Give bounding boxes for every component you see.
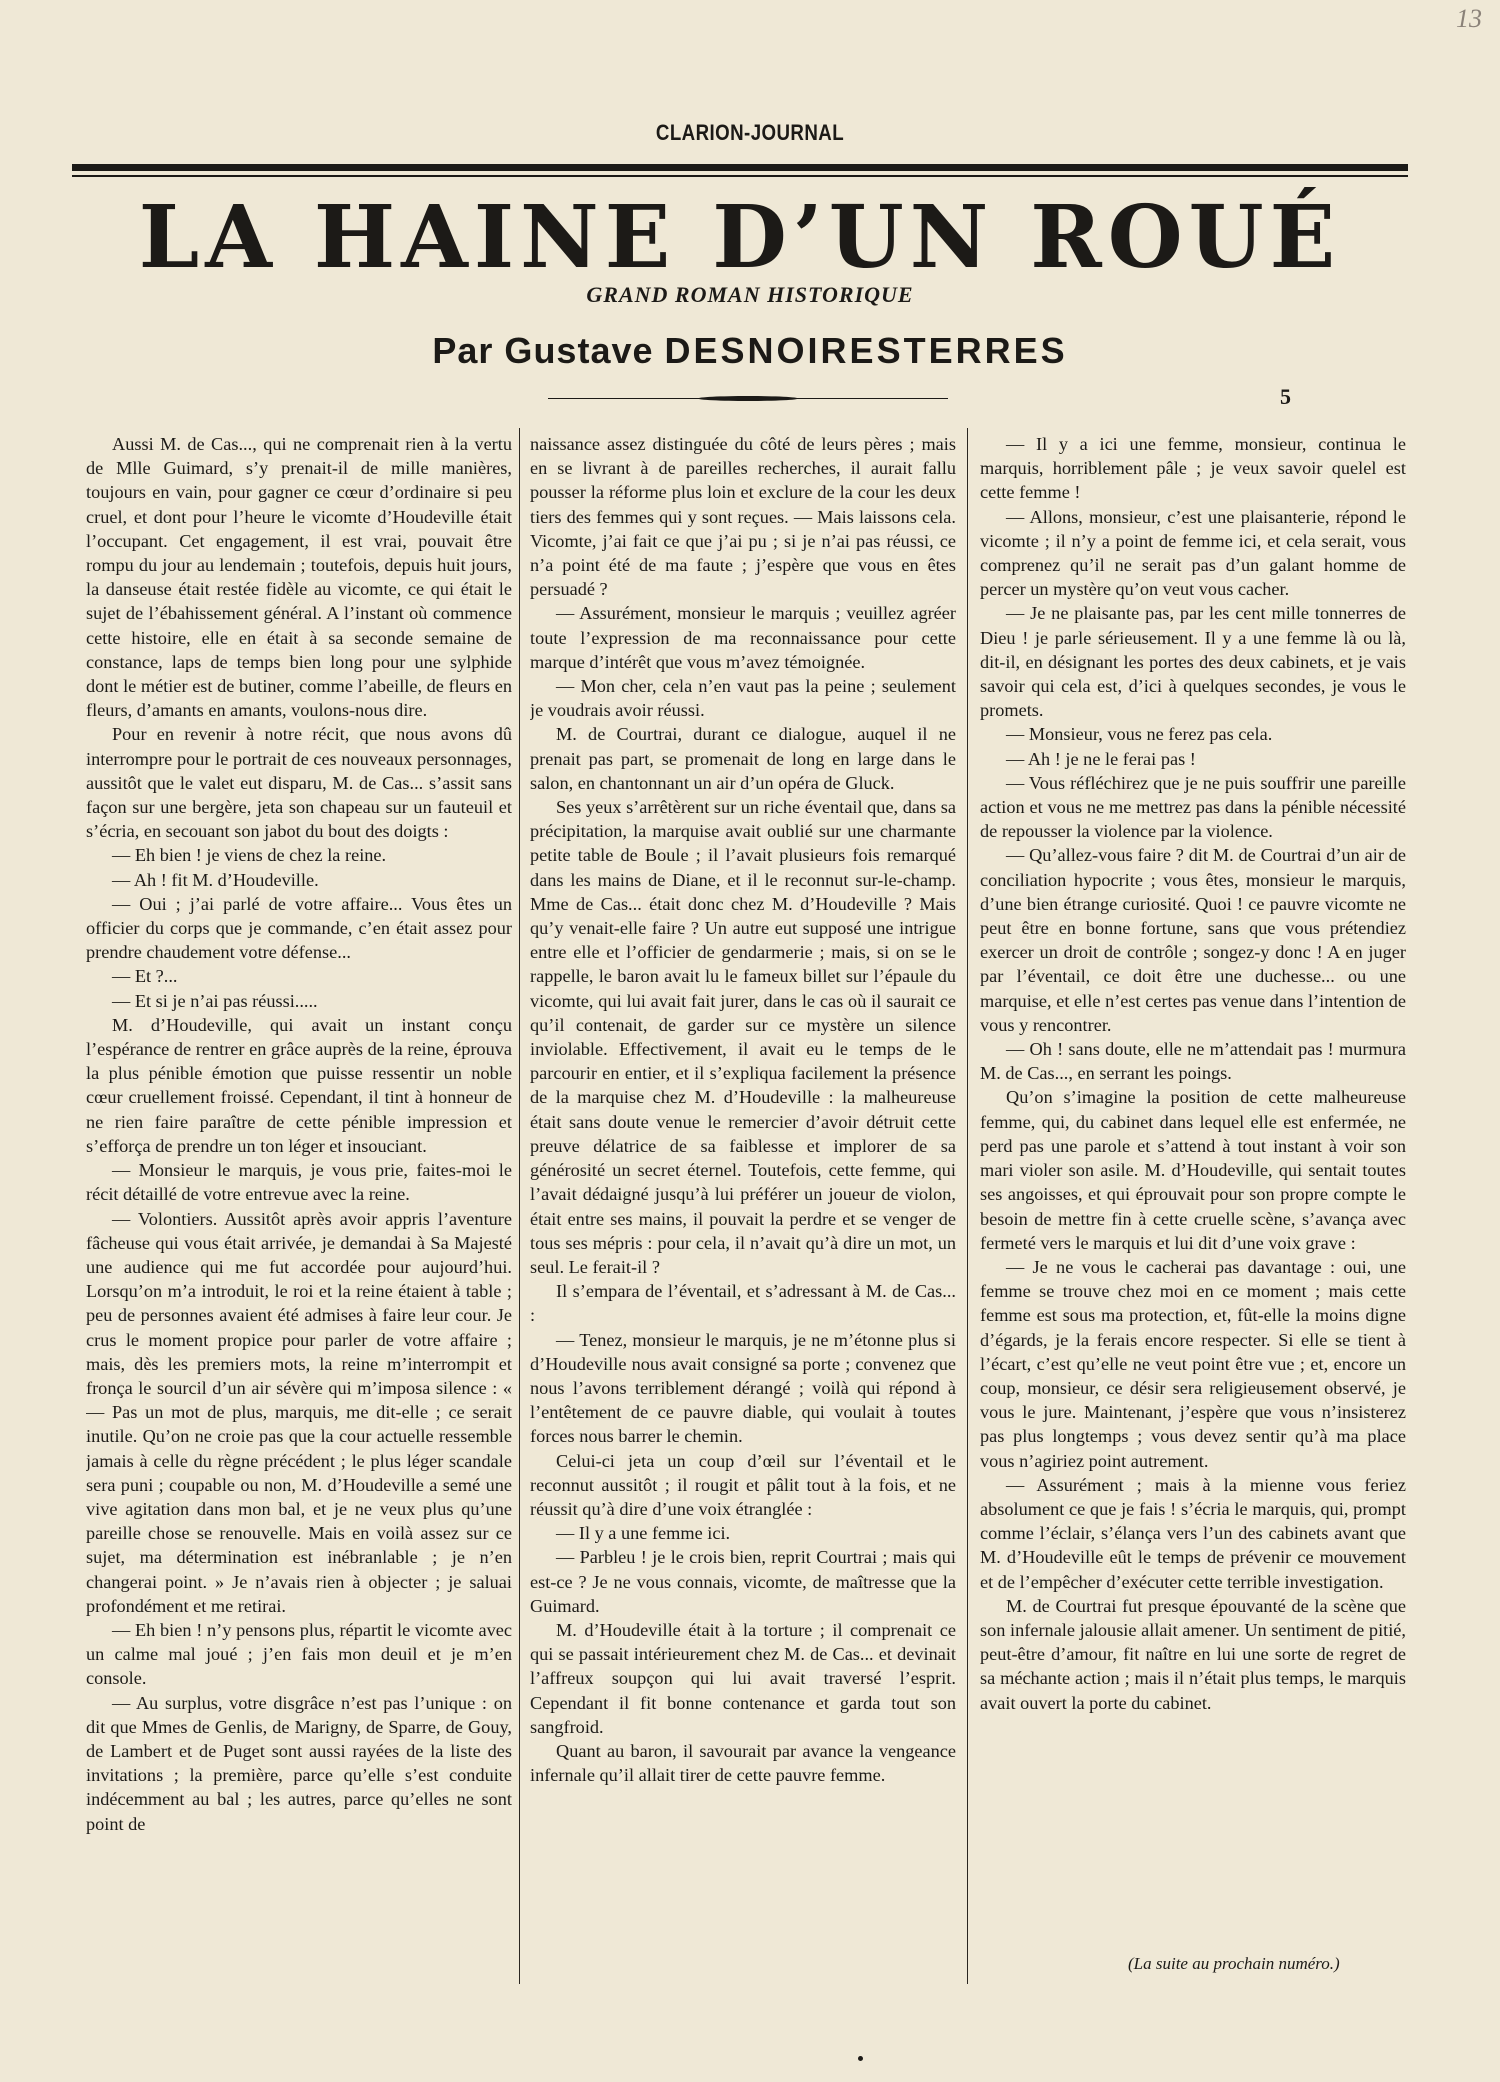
author-line xyxy=(0,330,1500,372)
paragraph: Pour en revenir à notre récit, que nous avons dû interrompre pour le portrait de ces nouveaux personnages, aussitôt que le valet eut disparu, M. de Cas... s’assit sans façon sur une bergère, jeta son chapeau sur un fauteuil et s’écria, en secouant son jabot du bout des doigts : xyxy=(86,724,512,842)
paragraph: — Qu’allez-vous faire ? dit M. de Courtrai d’un air de conciliation hypocrite ; vous êtes, monsieur le marquis, d’une bien étrange curiosité. Quoi ! ce pauvre vicomte ne peut être en bonne fortune, sans que vous prétendiez exercer un droit de contrôle ; songez-y donc ! A en juger par l’éventail, ce doit être une duchesse... ou une marquise, et elle n’est certes pas venue dans l’intention de vous y rencontrer. xyxy=(980,845,1406,1035)
paragraph: Ses yeux s’arrêtèrent sur un riche éventail que, dans sa précipitation, la marquise avait oublié sur une charmante petite table de Boule ; il l’avait plusieurs fois remarqué dans les mains de Diane, et il le reconnut sur-le-champ. Mme de Cas... était donc chez M. d’Houdeville ? Mais qu’y venait-elle faire ? Un autre eut supposé une intrigue entre elle et l’officier de gendarmerie ; mais, si on se le rappelle, le baron avait lu le fameux billet sur l’épaule du vicomte, qui lui avait fait jurer, dans le cas où il saurait ce qu’il contenait, de garder sur ce mystère un silence inviolable. Effectivement, il avait eu le temps de le parcourir en entier, et il s’expliqua facilement la présence de la marquise chez M. d’Houdeville : la malheureuse était sans doute venue le remercier d’avoir détruit cette preuve délatrice de sa faiblesse et implorer de sa générosité un secret éternel. Toutefois, cette femme, qui l’avait dédaigné jusqu’à lui préférer un joueur de violon, était entre ses mains, il pouvait la perdre et se venger de tous ses mépris : pour cela, il n’avait qu’à dire un mot, un seul. Le ferait-il ? xyxy=(530,797,956,1277)
ornament-rule xyxy=(548,396,948,402)
paragraph: Celui-ci jeta un coup d’œil sur l’éventail et le reconnut aussitôt ; il rougit et pâlit tout à la fois, et ne réussit qu’à dire d’une voix étranglée : xyxy=(530,1450,956,1519)
paragraph: — Et ?... xyxy=(112,966,178,987)
paragraph: M. de Courtrai fut presque épouvanté de la scène que son infernale jalousie allait amener. Un sentiment de pitié, peut-être d’amour, fit naître en lui une sorte de regret de sa méchante action ; mais il n’était plus temps, le marquis avait ouvert la porte du cabinet. xyxy=(980,1595,1406,1713)
paragraph: — Je ne plaisante pas, par les cent mille tonnerres de Dieu ! je parle sérieusement. Il y a une femme là ou là, dit-il, en désignant les portes des deux cabinets, et je vais savoir qui cela est, d’ici à quelques secondes, je vous le promets. xyxy=(980,603,1406,721)
paragraph: — Ah ! fit M. d’Houdeville. xyxy=(112,869,319,890)
paragraph: Quant au baron, il savourait par avance la vengeance infernale qu’il allait tirer de cette pauvre femme. xyxy=(530,1740,956,1786)
continuation-note: (La suite au prochain numéro.) xyxy=(1128,1954,1340,1973)
author-name: DESNOIRESTERRES xyxy=(664,330,1068,371)
column-divider xyxy=(967,428,968,1984)
paragraph: — Au surplus, votre disgrâce n’est pas l’unique : on dit que Mmes de Genlis, de Marigny, de Sparre, de Gouy, de Lambert et de Puget sont aussi rayées de la liste des invitations ; la première, parce qu’elle s’est conduite indécemment au bal ; les autres, parce qu’elles ne sont point de xyxy=(86,1692,512,1834)
paragraph: — Volontiers. Aussitôt après avoir appris l’aventure fâcheuse qui vous était arrivée, je demandai à Sa Majesté une audience qui me fut accordée pour aujourd’hui. Lorsqu’on m’a introduit, le roi et la reine étaient à table ; peu de personnes avaient été admises à faire leur cour. Je crus le moment propice pour parler de votre affaire ; mais, dès les premiers mots, la reine m’interrompit et fronça le sourcil d’un air sévère qui m’imposa silence : « — Pas un mot de plus, marquis, me dit-elle ; ce serait inutile. Qu’on ne croie pas que la cour actuelle ressemble jamais à celle du règne précédent ; le plus léger scandale sera puni ; coupable ou non, M. d’Houdeville a semé une vive agitation dans mon bal, et je ne veux plus qu’une pareille chose se renouvelle. Mais en voilà assez sur ce sujet, ma détermination est inébranlable ; je n’en changerai point. » Je n’avais rien à objecter ; je saluai profondément et me retirai. xyxy=(86,1208,512,1616)
paragraph: — Parbleu ! je le crois bien, reprit Courtrai ; mais qui est-ce ? Je ne vous connais, vicomte, de maîtresse que la Guimard. xyxy=(530,1547,956,1616)
paragraph: M. d’Houdeville, qui avait un instant conçu l’espérance de rentrer en grâce auprès de la reine, éprouva la plus pénible émotion que puisse ressentir un noble cœur cruellement froissé. Cependant, il tint à honneur de ne rien faire paraître de cette pénible impression et s’efforça de prendre un ton léger et insouciant. xyxy=(86,1014,512,1156)
masthead: CLARION-JOURNAL xyxy=(655,120,845,145)
paragraph: — Il y a une femme ici. xyxy=(556,1523,731,1544)
page-number-marker: 13 xyxy=(1456,4,1482,33)
text-column-3 xyxy=(980,432,1406,1992)
paragraph: — Il y a ici une femme, monsieur, continua le marquis, horriblement pâle ; je veux savoir quelel est cette femme ! xyxy=(980,434,1406,503)
paragraph: — Assurément ; mais à la mienne vous feriez absolument ce que je fais ! s’écria le marquis, qui, prompt comme l’éclair, s’élança vers l’un des cabinets avant que M. d’Houdeville eût le temps de prévenir ce mouvement et de l’empêcher d’exécuter cette terrible investigation. xyxy=(980,1474,1406,1592)
paragraph: — Monsieur le marquis, je vous prie, faites-moi le récit détaillé de votre entrevue avec la reine. xyxy=(86,1160,512,1205)
paragraph: — Je ne vous le cacherai pas davantage : oui, une femme se trouve chez moi en ce moment ; mais cette femme est sous ma protection, et, fût-elle la moins digne d’égards, je la ferais encore respecter. Si elle se tient à l’écart, c’est qu’elle ne veut point être vue ; et, encore un coup, monsieur, ce désir sera religieusement observé, je vous le jure. Maintenant, j’espère que vous n’insisterez pas plus longtemps ; vous devez sentir qu’à ma place vous n’agiriez point autrement. xyxy=(980,1256,1406,1471)
paragraph: — Allons, monsieur, c’est une plaisanterie, répond le vicomte ; il n’y a point de femme ici, et cela serait, vous comprenez qu’il ne serait pas d’un galant homme de percer un mystère qu’on veut vous cacher. xyxy=(980,506,1406,600)
paragraph: M. de Courtrai, durant ce dialogue, auquel il ne prenait pas part, se promenait de long en large dans le salon, en chantonnant un air d’un opéra de Gluck. xyxy=(530,724,956,793)
paragraph: — Assurément, monsieur le marquis ; veuillez agréer toute l’expression de ma reconnaissance pour cette marque d’intérêt que vous m’avez témoignée. xyxy=(530,603,956,672)
masthead-rule-thick xyxy=(72,164,1408,171)
bottom-dot xyxy=(858,2056,863,2061)
paragraph: Aussi M. de Cas..., qui ne comprenait rien à la vertu de Mlle Guimard, s’y prenait-il de mille manières, toujours en vain, pour gagner ce cœur d’ordinaire si peu cruel, et dont pour l’heure le vicomte d’Houdeville était l’occupant. Cet engagement, il est vrai, pouvait être rompu du jour au lendemain ; toutefois, depuis huit jours, la danseuse était restée fidèle au vicomte, ce qui était le sujet de l’ébahissement général. A l’instant où commence cette histoire, elle en était à sa seconde semaine de constance, laps de temps bien long pour une sylphide dont le métier est de butiner, comme l’abeille, de fleurs en fleurs, d’amants en amants, voulons-nous dire. xyxy=(86,434,512,721)
masthead-rule-thin xyxy=(72,175,1408,177)
paragraph: — Oh ! sans doute, elle ne m’attendait pas ! murmura M. de Cas..., en serrant les poings. xyxy=(980,1039,1406,1084)
column-divider xyxy=(519,428,520,1984)
paragraph: — Oui ; j’ai parlé de votre affaire... Vous êtes un officier du corps que je commande, c’en était assez pour prendre chaudement votre défense... xyxy=(86,893,512,963)
paragraph: naissance assez distinguée du côté de leurs pères ; mais en se livrant à de pareilles recherches, il aurait fallu pousser la réforme plus loin et exclure de la cour les deux tiers des femmes qui y sont reçues. — Mais laissons cela. Vicomte, j’ai fait ce que j’ai pu ; si je n’ai pas réussi, ce n’a point été de ma faute ; j’espère que vous en êtes persuadé ? xyxy=(530,434,956,600)
paragraph: — Tenez, monsieur le marquis, je ne m’étonne plus si d’Houdeville nous avait consigné sa porte ; convenez que nous l’avons terriblement dérangé ; voilà qui répond à l’entêtement de ce pauvre diable, qui voulait à toutes forces nous barrer le chemin. xyxy=(530,1329,956,1447)
paragraph: — Et si je n’ai pas réussi..... xyxy=(112,990,318,1011)
paragraph: — Eh bien ! n’y pensons plus, répartit le vicomte avec un calme mal joué ; j’en fais mon deuil et je m’en console. xyxy=(86,1619,512,1689)
paragraph: — Eh bien ! je viens de chez la reine. xyxy=(112,845,387,866)
paragraph: — Monsieur, vous ne ferez pas cela. xyxy=(1006,724,1273,745)
paragraph: Qu’on s’imagine la position de cette malheureuse femme, qui, du cabinet dans lequel elle est enfermée, ne perd pas une parole et s’attend à tout instant à voir son mari violer son asile. M. d’Houdeville, qui sentait toutes ses angoisses, et qui éprouvait pour son propre compte le besoin de mettre fin à cette cruelle scène, s’avança avec fermeté vers le marquis et lui dit d’une voix grave : xyxy=(980,1087,1406,1253)
page-title: LA HAINE D’UN ROUÉ xyxy=(138,187,1342,288)
installment-number: 5 xyxy=(1280,384,1291,409)
author-prefix: Par Gustave xyxy=(432,330,654,371)
text-column-2 xyxy=(530,432,956,1992)
subtitle: GRAND ROMAN HISTORIQUE xyxy=(586,282,914,307)
paragraph: M. d’Houdeville était à la torture ; il comprenait ce qui se passait intérieurement chez M. de Cas... et devinait l’affreux soupçon qui lui avait traversé l’esprit. Cependant il fit bonne contenance et garda tout son sangfroid. xyxy=(530,1619,956,1737)
paragraph: — Mon cher, cela n’en vaut pas la peine ; seulement je voudrais avoir réussi. xyxy=(530,676,956,721)
paragraph: — Vous réfléchirez que je ne puis souffrir une pareille action et vous ne me mettrez pas dans la pénible nécessité de repousser la violence par la violence. xyxy=(980,772,1406,842)
paragraph: Il s’empara de l’éventail, et s’adressant à M. de Cas... : xyxy=(530,1281,956,1326)
paragraph: — Ah ! je ne le ferai pas ! xyxy=(1006,748,1196,769)
text-column-1 xyxy=(86,432,512,1992)
